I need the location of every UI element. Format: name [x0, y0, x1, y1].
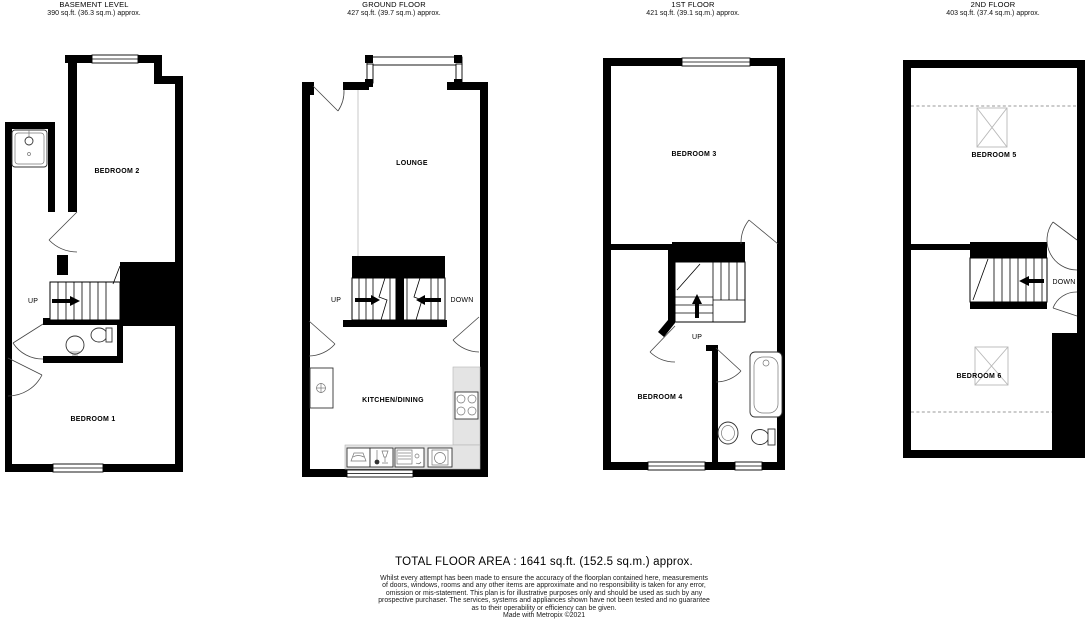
- oven-icon: [428, 448, 452, 467]
- room-label-bedroom-2: BEDROOM 2: [94, 168, 140, 175]
- room-label-lounge: LOUNGE: [396, 160, 428, 167]
- appliance-icon: [347, 448, 370, 467]
- disclaimer-line: omission or mis-statement. This plan is for illustrative purposes only and should be used as such by any: [385, 589, 703, 597]
- stair-direction-label: DOWN: [1052, 279, 1076, 286]
- appliance-unit: [310, 368, 333, 408]
- dishwasher-icon: [370, 448, 393, 467]
- bathtub-icon: [750, 352, 782, 417]
- toilet-icon: [91, 328, 112, 342]
- basement-header: [47, 1, 140, 18]
- floor-title: 2ND FLOOR: [970, 0, 1016, 9]
- walls: [5, 55, 183, 472]
- staircase-up: [675, 262, 745, 322]
- window: [735, 462, 762, 470]
- stair-direction-label: UP: [27, 298, 39, 305]
- total-floor-area: TOTAL FLOOR AREA : 1641 sq.ft. (152.5 sq.m.) approx.: [395, 556, 693, 568]
- floor-title: BASEMENT LEVEL: [59, 0, 129, 9]
- door-arc: [49, 212, 77, 252]
- floor-title: 1ST FLOOR: [671, 0, 715, 9]
- disclaimer: [0, 575, 1088, 619]
- room-label-bedroom-3: BEDROOM 3: [671, 151, 717, 158]
- door-arc: [741, 220, 778, 244]
- second-floor-header: [946, 1, 1039, 18]
- sink-icon: [395, 448, 424, 467]
- door-arc: [309, 321, 335, 356]
- stair-direction-label: DOWN: [450, 297, 474, 304]
- window: [53, 464, 103, 472]
- door-arc: [8, 358, 42, 396]
- room-label-bedroom-1: BEDROOM 1: [70, 416, 116, 423]
- floor-area: 390 sq.ft. (36.3 sq.m.) approx.: [47, 9, 141, 17]
- floor-title: GROUND FLOOR: [362, 0, 426, 9]
- door-arc: [453, 317, 479, 352]
- floor-area: 427 sq.ft. (39.7 sq.m.) approx.: [347, 9, 441, 17]
- door-arc: [313, 86, 344, 111]
- room-label-kitchen-dining: KITCHEN/DINING: [362, 397, 424, 404]
- stair-direction-label: UP: [691, 334, 703, 341]
- window: [92, 55, 138, 63]
- door-arc: [1047, 222, 1077, 270]
- disclaimer-line: Whilst every attempt has been made to ensure the accuracy of the floorplan contained here, measurements: [380, 575, 708, 582]
- first-floor-header: [646, 1, 739, 18]
- basin-icon: [66, 336, 84, 355]
- second-floorplan: [895, 55, 1088, 465]
- basin-icon: [718, 422, 738, 444]
- staircase-up-down: [343, 256, 447, 327]
- shower-icon: [12, 130, 47, 167]
- window: [682, 58, 750, 66]
- floor-area: 421 sq.ft. (39.1 sq.m.) approx.: [646, 9, 740, 17]
- door-arc: [13, 324, 43, 359]
- disclaimer-line: of doors, windows, rooms and any other items are approximate and no responsibility is taken for any error,: [382, 582, 706, 590]
- door-arc: [1053, 292, 1077, 316]
- disclaimer-line: as to their operability or efficiency can be given.: [471, 604, 617, 612]
- room-label-bedroom-4: BEDROOM 4: [637, 394, 683, 401]
- room-label-bedroom-5: BEDROOM 5: [971, 152, 1017, 159]
- ground-floorplan: [290, 50, 505, 485]
- skylight-window: [977, 108, 1007, 147]
- hob-icon: [455, 392, 478, 419]
- room-label-bedroom-6: BEDROOM 6: [956, 373, 1002, 380]
- window: [347, 470, 413, 477]
- stair-direction-label: UP: [330, 297, 342, 304]
- floor-area: 403 sq.ft. (37.4 sq.m.) approx.: [946, 9, 1040, 17]
- window: [648, 462, 705, 470]
- ground-header: [347, 1, 440, 18]
- metropix-credit: Made with Metropix ©2021: [502, 612, 586, 620]
- toilet-icon: [752, 429, 776, 445]
- first-floorplan: [595, 50, 795, 480]
- door-arc: [716, 348, 741, 382]
- disclaimer-line: prospective purchaser. The services, systems and appliances shown have not been tested and no guarantee: [378, 597, 710, 605]
- basement-floorplan: [0, 45, 230, 485]
